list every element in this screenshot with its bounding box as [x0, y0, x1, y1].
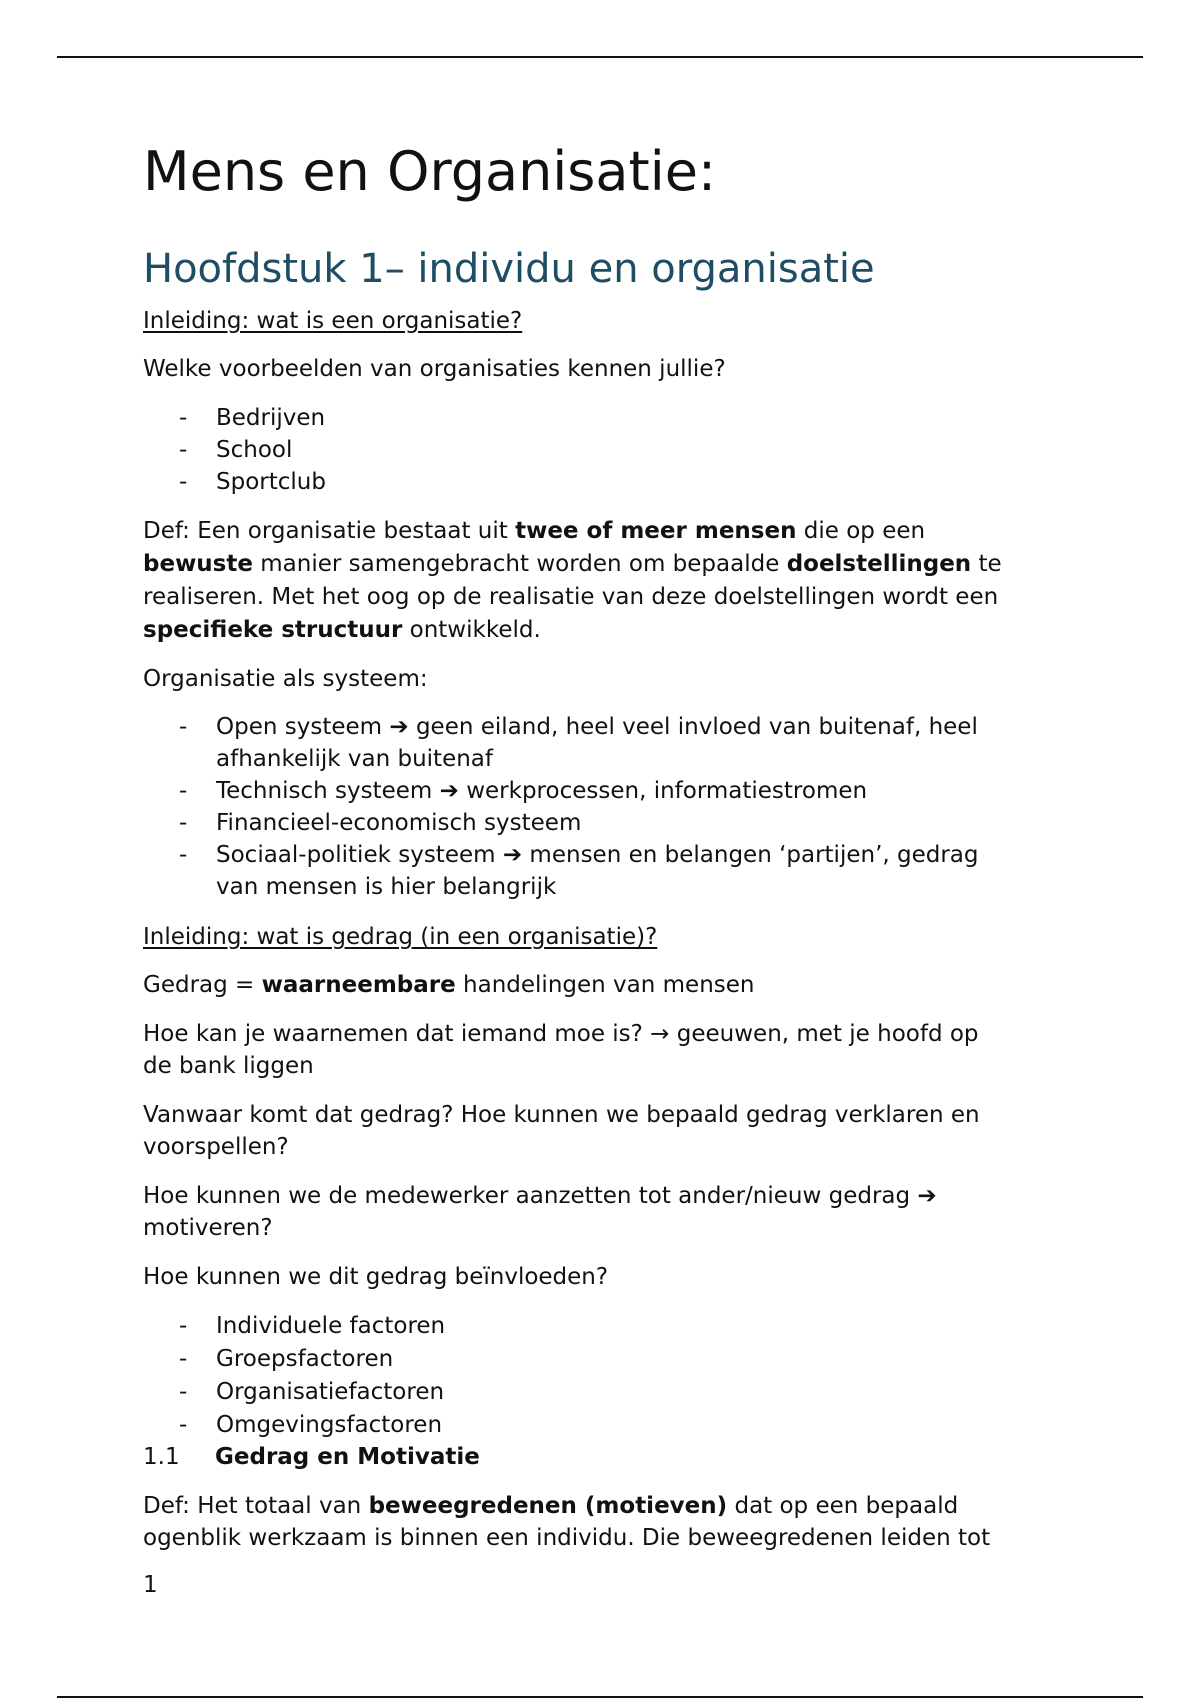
list-item: Sociaal-politiek systeem ➔ mensen en belangen ‘partijen’, gedrag	[216, 842, 979, 868]
section-title: Gedrag en Motivatie	[215, 1444, 480, 1470]
page-number: 1	[143, 1572, 158, 1598]
list-item: Individuele factoren	[216, 1313, 446, 1339]
footer-rule	[57, 1696, 1143, 1698]
list-item: Bedrijven	[216, 405, 326, 431]
list-item-continuation: van mensen is hier belangrijk	[216, 874, 557, 900]
paragraph-line: Hoe kunnen we de medewerker aanzetten tot ander/nieuw gedrag ➔	[143, 1183, 937, 1209]
definition-line: realiseren. Met het oog op de realisatie van deze doelstellingen wordt een	[143, 584, 999, 610]
question-examples: Welke voorbeelden van organisaties kennen jullie?	[143, 356, 726, 382]
list-item: School	[216, 437, 293, 463]
list-bullet: -	[179, 437, 188, 463]
arrow-icon: ➔	[439, 778, 459, 804]
paragraph-line: voorspellen?	[143, 1134, 289, 1160]
gedrag-definition: Gedrag = waarneembare handelingen van mensen	[143, 972, 755, 998]
list-item: Organisatiefactoren	[216, 1379, 445, 1405]
chapter-heading: Hoofdstuk 1– individu en organisatie	[143, 246, 875, 292]
definition-line: bewuste manier samengebracht worden om bepaalde doelstellingen te	[143, 551, 1002, 577]
paragraph-line: Hoe kunnen we dit gedrag beïnvloeden?	[143, 1264, 609, 1290]
list-item: Open systeem ➔ geen eiland, heel veel invloed van buitenaf, heel	[216, 714, 978, 740]
intro-heading-organisatie: Inleiding: wat is een organisatie?	[143, 308, 523, 334]
list-item: Groepsfactoren	[216, 1346, 394, 1372]
list-item-continuation: afhankelijk van buitenaf	[216, 746, 493, 772]
definition-line: specifieke structuur ontwikkeld.	[143, 617, 541, 643]
paragraph-line: ogenblik werkzaam is binnen een individu. Die beweegredenen leiden tot	[143, 1525, 991, 1551]
paragraph-line: Vanwaar komt dat gedrag? Hoe kunnen we bepaald gedrag verklaren en	[143, 1102, 980, 1128]
arrow-icon: ➔	[917, 1183, 937, 1209]
paragraph-line: de bank liggen	[143, 1053, 314, 1079]
list-bullet: -	[179, 469, 188, 495]
list-item: Sportclub	[216, 469, 326, 495]
paragraph-line: Hoe kan je waarnemen dat iemand moe is? → geeuwen, met je hoofd op	[143, 1021, 979, 1047]
list-item: Technisch systeem ➔ werkprocessen, informatiestromen	[216, 778, 868, 804]
list-item: Omgevingsfactoren	[216, 1412, 443, 1438]
list-bullet: -	[179, 1379, 188, 1405]
arrow-icon: ➔	[389, 714, 409, 740]
header-rule	[57, 56, 1143, 58]
paragraph-line: Def: Het totaal van beweegredenen (motieven) dat op een bepaald	[143, 1493, 959, 1519]
list-bullet: -	[179, 405, 188, 431]
list-bullet: -	[179, 842, 188, 868]
systems-heading: Organisatie als systeem:	[143, 666, 428, 692]
list-bullet: -	[179, 810, 188, 836]
list-item: Financieel-economisch systeem	[216, 810, 582, 836]
section-number: 1.1	[143, 1444, 180, 1470]
list-bullet: -	[179, 778, 188, 804]
page-title: Mens en Organisatie:	[143, 140, 717, 203]
list-bullet: -	[179, 1412, 188, 1438]
list-bullet: -	[179, 714, 188, 740]
list-bullet: -	[179, 1313, 188, 1339]
paragraph-line: motiveren?	[143, 1215, 273, 1241]
intro-heading-gedrag: Inleiding: wat is gedrag (in een organisatie)?	[143, 924, 658, 950]
arrow-icon: ➔	[502, 842, 523, 868]
definition-line: Def: Een organisatie bestaat uit twee of meer mensen die op een	[143, 518, 926, 544]
list-bullet: -	[179, 1346, 188, 1372]
